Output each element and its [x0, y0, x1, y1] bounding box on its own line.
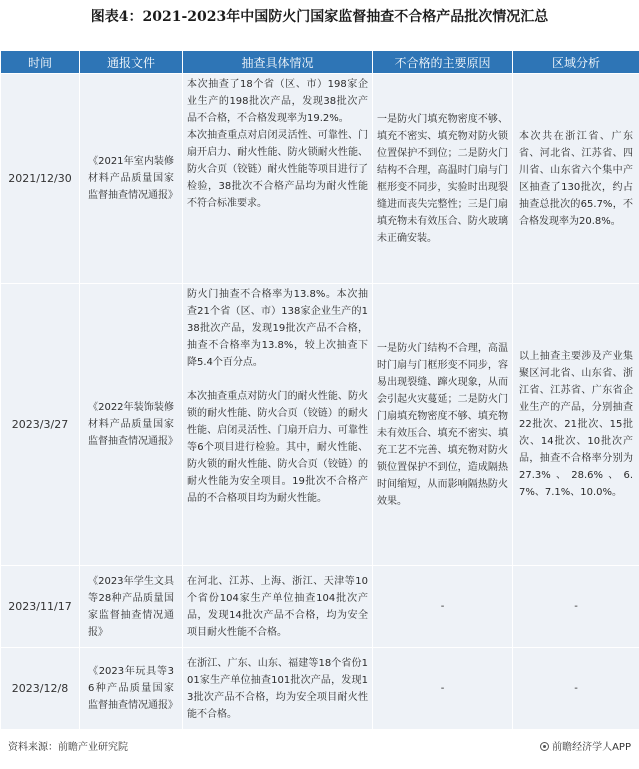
- detail-paragraph: 本次抽查重点对启闭灵活性、可靠性、门扇开启力、耐火性能、防火锁耐火性能、防火合页（铰链）耐火性能等项目进行了检验，38批次不合格产品均为耐火性能不符合标准要求。: [187, 130, 368, 209]
- brand-credit: [540, 740, 631, 756]
- cell-reasons: 一是防火门结构不合理，高温时门扇与门框形变不同步，容易出现裂缝、蹿火现象，从而会引起火灾蔓延；二是防火门门扇填充物密度不够、填充物未有效压合、填充不密实、填充工艺不完善、填充物对防火锁位置保护不到位，造成隔热时间缩短，从而影响隔热防火效果。: [373, 284, 513, 566]
- page-title: 图表4：2021-2023年中国防火门国家监督抽查不合格产品批次情况汇总: [90, 9, 549, 25]
- cell-document: 《2023年学生文具等28种产品质量国家监督抽查情况通报》: [80, 566, 183, 648]
- paragraph-spacer: [187, 371, 368, 388]
- cell-details: [183, 566, 373, 648]
- header-details: 抽查具体情况: [183, 51, 373, 74]
- cell-reasons: 一是防火门填充物密度不够、填充不密实、填充物对防火锁位置保护不到位；二是防火门结构不合理，高温时门扇与门框形变不同步，实验时出现裂缝进而丧失完整性；三是门扇填充物未有效压合、防火玻璃未正确安装。: [373, 74, 513, 284]
- cell-time: 2023/3/27: [1, 284, 80, 566]
- inspection-table: [0, 50, 639, 730]
- detail-paragraph: 防火门抽查不合格率为13.8%。本次抽查21个省（区、市）138家企业生产的138批次产品，发现19批次产品不合格，抽查不合格率为13.8%，较上次抽查下降5.4个百分点。: [187, 289, 368, 368]
- header-reasons: 不合格的主要原因: [373, 51, 513, 74]
- table-row: [1, 284, 639, 566]
- cell-details: [183, 284, 373, 566]
- cell-document: 《2022年装饰装修材料产品质量国家监督抽查情况通报》: [80, 284, 183, 566]
- cell-details: [183, 648, 373, 730]
- cell-region: 本次共在浙江省、广东省、河北省、江苏省、四川省、山东省六个集中产区抽查了130批次，约占抽查总批次的65.7%，不合格发现率为20.8%。: [513, 74, 639, 284]
- table-row: [1, 648, 639, 730]
- cell-details: [183, 74, 373, 284]
- detail-paragraph: 在浙江、广东、山东、福建等18个省份101家生产单位抽查101批次产品，发现13批次产品不合格，均为安全项目耐火性能不合格。: [187, 657, 368, 720]
- cell-time: 2023/11/17: [1, 566, 80, 648]
- cell-reasons: -: [373, 566, 513, 648]
- cell-document: 《2021年室内装修材料产品质量国家监督抽查情况通报》: [80, 74, 183, 284]
- source-note: 资料来源：前瞻产业研究院: [8, 742, 128, 753]
- header-time: 时间: [1, 51, 80, 74]
- header-document: 通报文件: [80, 51, 183, 74]
- table-row: [1, 74, 639, 284]
- detail-paragraph: 本次抽查重点对防火门的耐火性能、防火锁的耐火性能、防火合页（铰链）的耐火性能、启闭灵活性、门扇开启力、可靠性等6个项目进行检验。其中，耐火性能、防火锁的耐火性能、防火合页（铰链）的耐火性能为安全项目。19批次不合格产品的不合格项目均为耐火性能。: [187, 391, 368, 504]
- table-header-row: [1, 51, 639, 74]
- cell-time: 2023/12/8: [1, 648, 80, 730]
- cell-region: -: [513, 566, 639, 648]
- cell-time: 2021/12/30: [1, 74, 80, 284]
- cell-region: -: [513, 648, 639, 730]
- cell-document: 《2023年玩具等36种产品质量国家监督抽查情况通报》: [80, 648, 183, 730]
- cell-reasons: -: [373, 648, 513, 730]
- cell-region: 以上抽查主要涉及产业集聚区河北省、山东省、浙江省、江苏省、广东省企业生产的产品，分别抽查22批次、21批次、15批次、14批次、10批次产品，抽查不合格率分别为27.3%、28.6%、6.7%、7.1%、10.0%。: [513, 284, 639, 566]
- header-region: 区域分析: [513, 51, 639, 74]
- table-row: [1, 566, 639, 648]
- detail-paragraph: 本次抽查了18个省（区、市）198家企业生产的198批次产品，发现38批次产品不合格，不合格发现率为19.2%。: [187, 79, 368, 124]
- brand-label: 前瞻经济学人APP: [552, 742, 631, 753]
- detail-paragraph: 在河北、江苏、上海、浙江、天津等10个省份104家生产单位抽查104批次产品，发现14批次产品不合格，均为安全项目耐火性能不合格。: [187, 575, 368, 638]
- qianzhan-logo-icon: [540, 742, 549, 751]
